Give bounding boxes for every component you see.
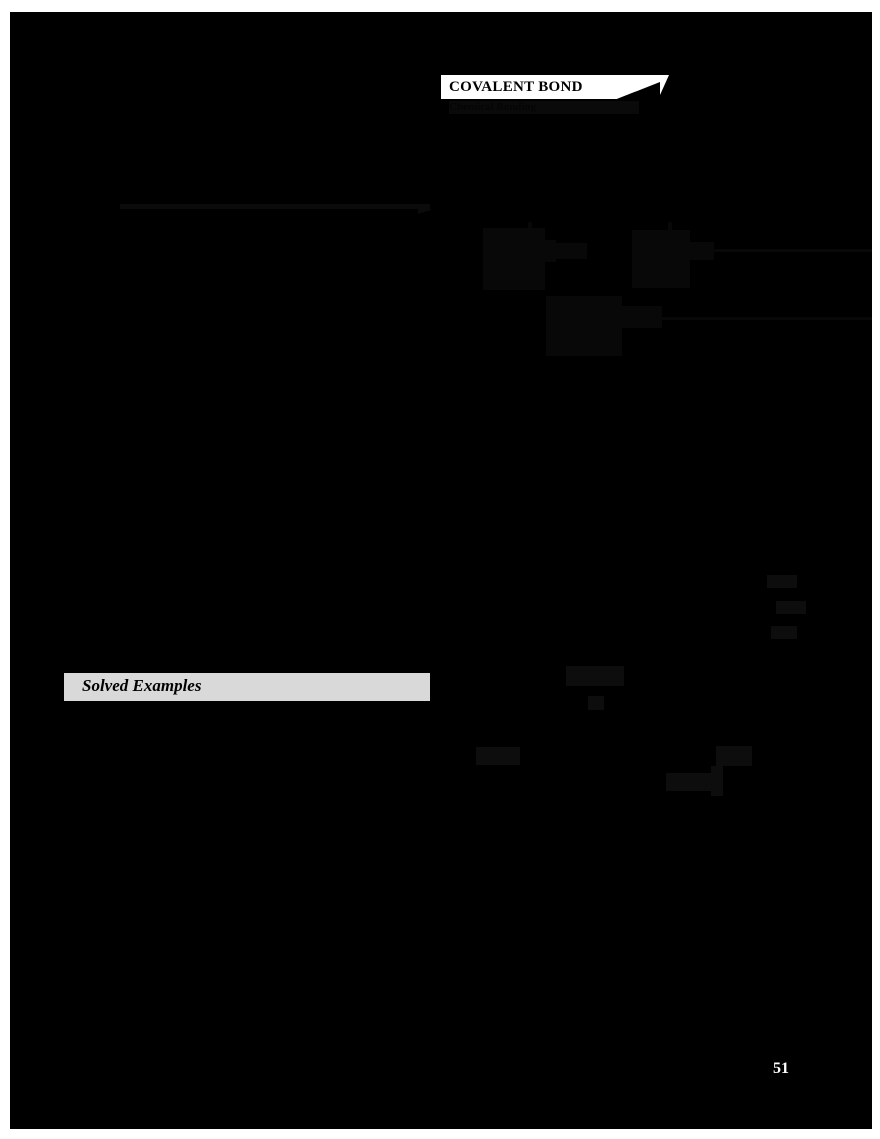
page-margin-top bbox=[0, 0, 880, 12]
solved-examples-bar bbox=[64, 673, 430, 701]
column-divider bbox=[472, 60, 473, 1090]
solved-examples-heading: Solved Examples bbox=[82, 676, 202, 695]
annotation-mark-two bbox=[776, 601, 806, 614]
figure-three-extension bbox=[616, 306, 662, 328]
page-number: 51 bbox=[773, 1060, 789, 1077]
annotation-mark-one bbox=[767, 575, 797, 588]
left-column-rule bbox=[120, 204, 430, 209]
annotation-mark-three bbox=[771, 626, 797, 639]
figure-two-rule bbox=[714, 249, 880, 252]
formula-mark-six bbox=[711, 766, 723, 796]
formula-mark-one bbox=[566, 666, 624, 686]
page-margin-right bbox=[872, 0, 880, 1139]
figure-three-body bbox=[546, 296, 622, 356]
page-margin-bottom bbox=[0, 1129, 880, 1139]
figure-two-extension bbox=[672, 242, 714, 260]
page-margin-left bbox=[0, 0, 10, 1139]
figure-one-label bbox=[545, 243, 587, 259]
page-header-subtitle: Chemical Bonding bbox=[449, 101, 639, 114]
figure-three-rule bbox=[660, 317, 880, 320]
formula-mark-two bbox=[588, 696, 604, 710]
formula-mark-three bbox=[476, 747, 520, 765]
formula-mark-four bbox=[716, 746, 752, 766]
page-header-banner: COVALENT BOND bbox=[441, 75, 645, 99]
